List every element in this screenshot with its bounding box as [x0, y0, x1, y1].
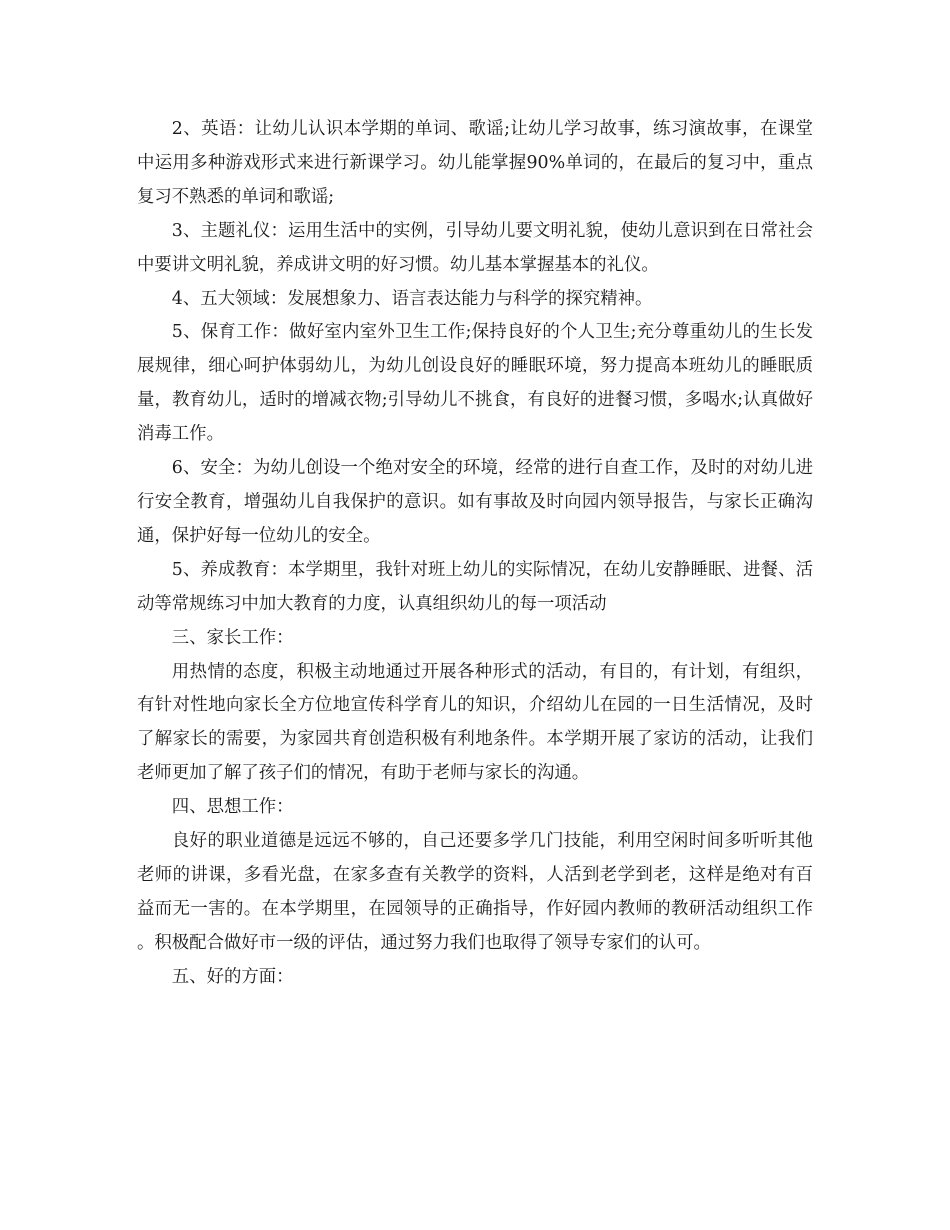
paragraph-habit-education: 5、养成教育：本学期里，我针对班上幼儿的实际情况，在幼儿安静睡眠、进餐、活动等常规练习中加大教育的力度，认真组织幼儿的每一项活动 [137, 559, 813, 614]
heading-parent-work: 三、家长工作： [171, 627, 294, 648]
heading-good-aspects: 五、好的方面： [171, 966, 294, 987]
paragraph-ideological-work: 良好的职业道德是远远不够的，自己还要多学几门技能，利用空闲时间多听听其他老师的讲课，多看光盘，在家多查有关教学的资料，人活到老学到老，这样是绝对有百益而无一害的。在本学期里，在园领导的正确指导，作好园内教师的教研活动组织工作。积极配合做好市一级的评估，通过努力我们也取得了领导专家们的认可。 [137, 831, 813, 953]
paragraph-safety: 6、安全：为幼儿创设一个绝对安全的环境，经常的进行自查工作，及时的对幼儿进行安全教育，增强幼儿自我保护的意识。如有事故及时向园内领导报告，与家长正确沟通，保护好每一位幼儿的安全。 [137, 458, 813, 546]
paragraph-parent-work: 用热情的态度，积极主动地通过开展各种形式的活动，有目的，有计划，有组织，有针对性地向家长全方位地宣传科学育儿的知识，介绍幼儿在园的一日生活情况，及时了解家长的需要，为家园共育创造积极有利地条件。本学期开展了家访的活动，让我们老师更加了解了孩子们的情况，有助于老师与家长的沟通。 [137, 661, 813, 784]
paragraph-english: 2、英语：让幼儿认识本学期的单词、歌谣;让幼儿学习故事，练习演故事，在课堂中运用多种游戏形式来进行新课学习。幼儿能掌握90%单词的，在最后的复习中，重点复习不熟悉的单词和歌谣; [137, 119, 813, 207]
paragraph-childcare: 5、保育工作：做好室内室外卫生工作;保持良好的个人卫生;充分尊重幼儿的生长发展规律，细心呵护体弱幼儿，为幼儿创设良好的睡眠环境，努力提高本班幼儿的睡眠质量，教育幼儿，适时的增减衣物;引导幼儿不挑食，有良好的进餐习惯，多喝水;认真做好消毒工作。 [137, 322, 813, 445]
document-body [137, 113, 813, 995]
heading-ideological-work: 四、思想工作： [171, 797, 294, 818]
paragraph-five-domains: 4、五大领域：发展想象力、语言表达能力与科学的探究精神。 [171, 288, 653, 309]
paragraph-etiquette: 3、主题礼仪：运用生活中的实例，引导幼儿要文明礼貌，使幼儿意识到在日常社会中要讲文明礼貌，养成讲文明的好习惯。幼儿基本掌握基本的礼仪。 [137, 220, 813, 275]
